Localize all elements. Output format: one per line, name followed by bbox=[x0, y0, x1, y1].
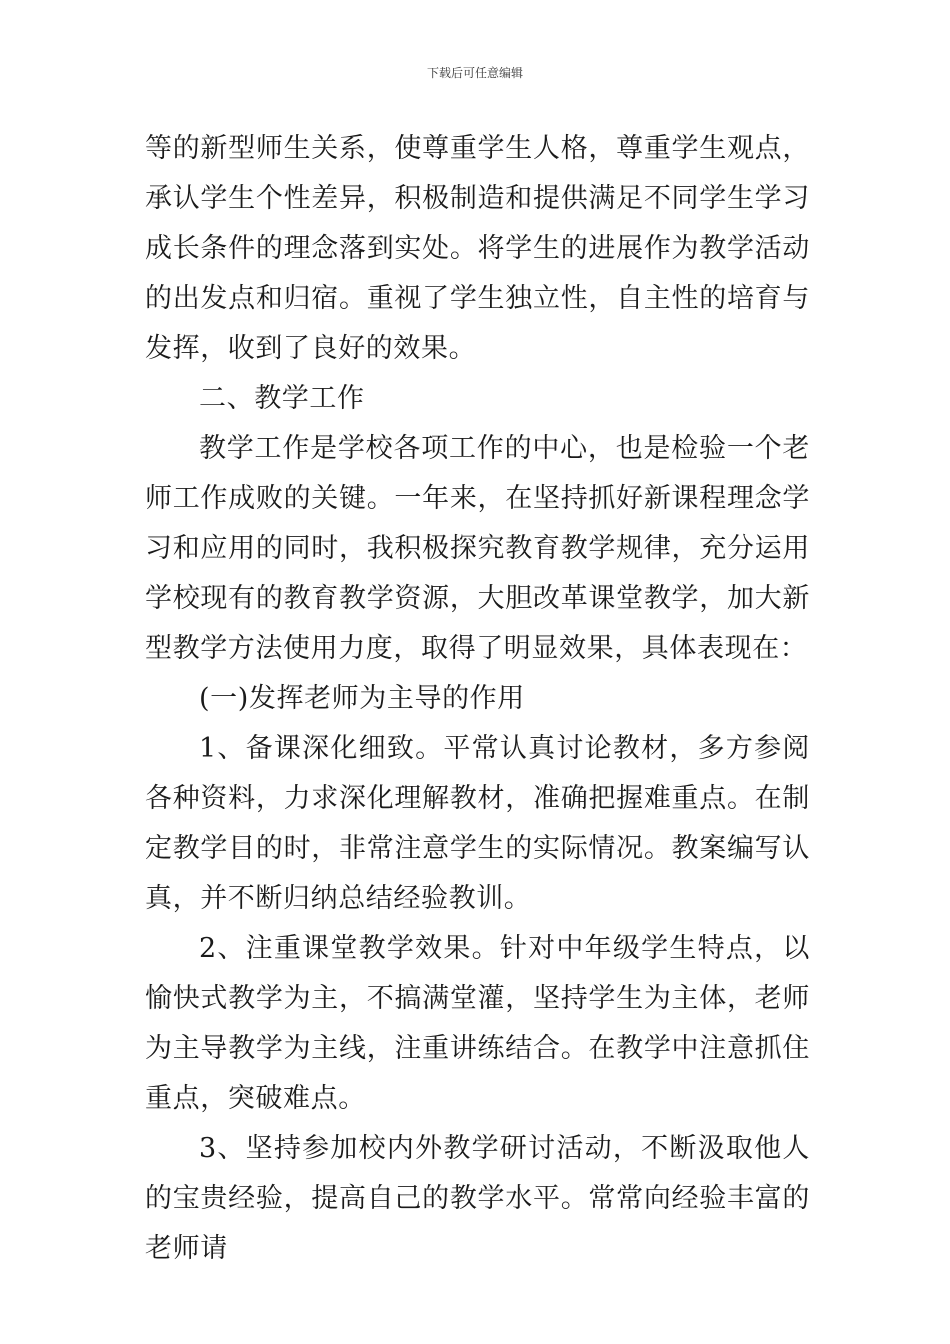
list-item-1-lesson-prep: 1、备课深化细致。平常认真讨论教材，多方参阅各种资料，力求深化理解教材，准确把握难重点。在制定教学目的时，非常注意学生的实际情况。教案编写认真，并不断归纳总结经验教训。 bbox=[145, 733, 810, 914]
paragraph-continuation: 等的新型师生关系，使尊重学生人格，尊重学生观点，承认学生个性差异，积极制造和提供满足不同学生学习成长条件的理念落到实处。将学生的进展作为教学活动的出发点和归宿。重视了学生独立性，自主性的培育与发挥，收到了良好的效果。 bbox=[145, 133, 810, 364]
document-body bbox=[145, 124, 810, 1274]
list-item-3-research-activities: 3、坚持参加校内外教学研讨活动，不断汲取他人的宝贵经验，提高自己的教学水平。常常向经验丰富的老师请 bbox=[145, 1133, 810, 1264]
page-header: 下载后可任意编辑 bbox=[426, 66, 523, 80]
subsection-heading-teacher-role: (一)发挥老师为主导的作用 bbox=[199, 683, 525, 714]
list-item-2-classroom-effect: 2、注重课堂教学效果。针对中年级学生特点，以愉快式教学为主，不搞满堂灌，坚持学生为主体，老师为主导教学为主线，注重讲练结合。在教学中注意抓住重点，突破难点。 bbox=[145, 933, 810, 1114]
section-heading-teaching-work: 二、教学工作 bbox=[199, 383, 365, 414]
paragraph-teaching-work-intro: 教学工作是学校各项工作的中心，也是检验一个老师工作成败的关键。一年来，在坚持抓好新课程理念学习和应用的同时，我积极探究教育教学规律，充分运用学校现有的教育教学资源，大胆改革课堂教学，加大新型教学方法使用力度，取得了明显效果，具体表现在： bbox=[145, 433, 810, 664]
